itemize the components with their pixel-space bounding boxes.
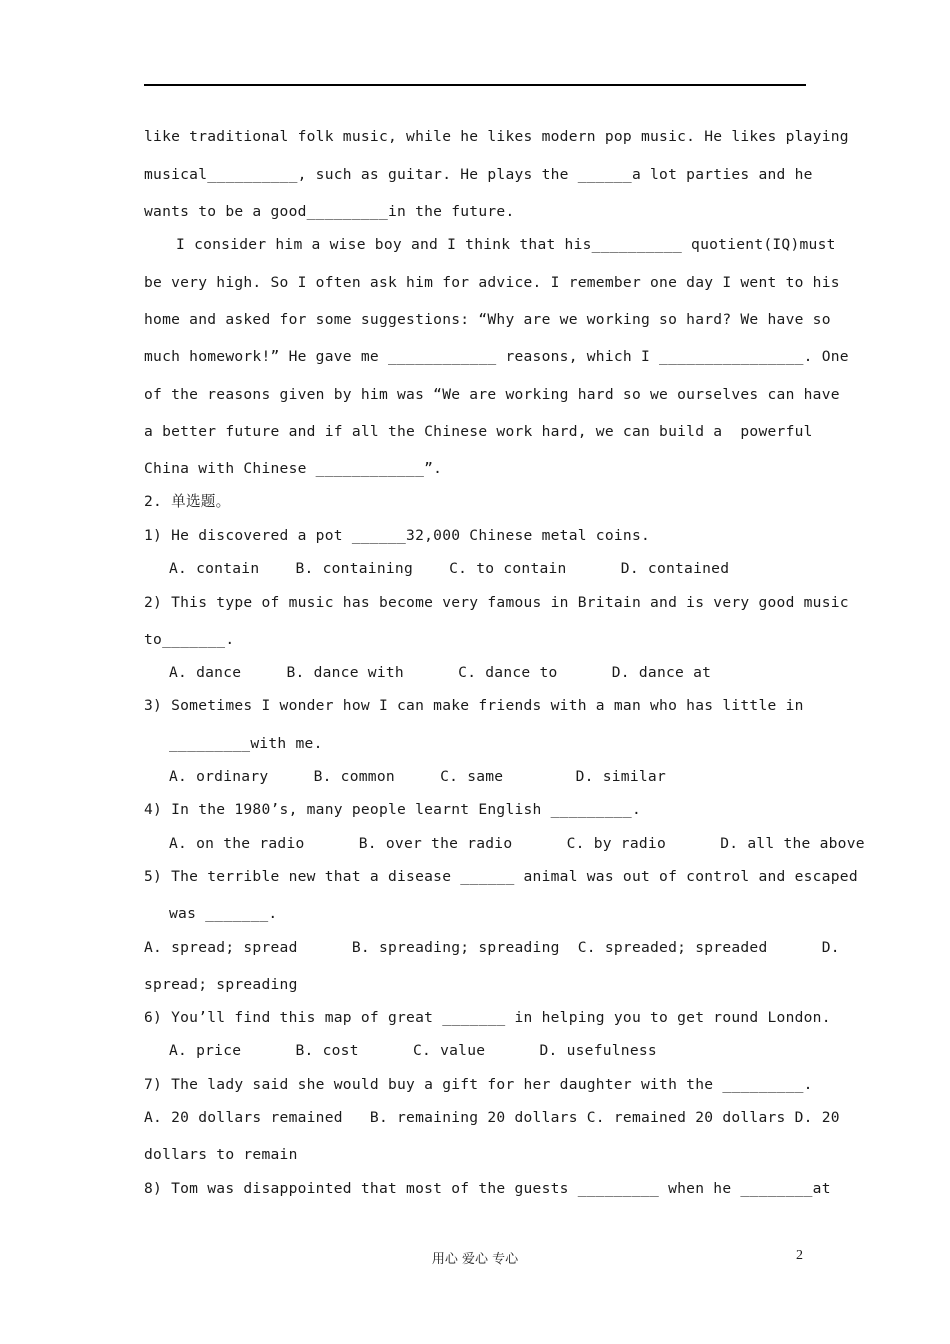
question-3: 3) Sometimes I wonder how I can make friends with a man who has little in — [144, 697, 804, 714]
header-rule — [144, 84, 806, 86]
passage-line: be very high. So I often ask him for advice. I remember one day I went to his — [144, 274, 840, 291]
passage-line: like traditional folk music, while he likes modern pop music. He likes playing — [144, 128, 849, 145]
question-6-options: A. price B. cost C. value D. usefulness — [169, 1042, 657, 1059]
section-heading: 2. 单选题。 — [144, 493, 231, 510]
question-4-options: A. on the radio B. over the radio C. by radio D. all the above — [169, 835, 865, 852]
question-2-options: A. dance B. dance with C. dance to D. dance at — [169, 664, 712, 681]
question-5: 5) The terrible new that a disease ______ animal was out of control and escaped — [144, 868, 858, 885]
passage-line: home and asked for some suggestions: “Why are we working so hard? We have so — [144, 311, 831, 328]
question-2: 2) This type of music has become very famous in Britain and is very good music — [144, 594, 849, 611]
question-5-options-cont: spread; spreading — [144, 976, 298, 993]
question-7: 7) The lady said she would buy a gift for her daughter with the _________. — [144, 1076, 813, 1093]
page-number: 2 — [796, 1248, 803, 1263]
question-1-options: A. contain B. containing C. to contain D. contained — [169, 560, 730, 577]
question-8: 8) Tom was disappointed that most of the guests _________ when he ________at — [144, 1180, 831, 1197]
passage-line: musical__________, such as guitar. He plays the ______a lot parties and he — [144, 166, 813, 183]
question-3-cont: _________with me. — [169, 735, 323, 752]
question-7-options-cont: dollars to remain — [144, 1146, 298, 1163]
question-7-options: A. 20 dollars remained B. remaining 20 dollars C. remained 20 dollars D. 20 — [144, 1109, 840, 1126]
passage-line: China with Chinese ____________”. — [144, 460, 443, 477]
question-5-cont: was _______. — [169, 905, 278, 922]
question-4: 4) In the 1980’s, many people learnt English _________. — [144, 801, 641, 818]
question-6: 6) You’ll find this map of great _______ in helping you to get round London. — [144, 1009, 831, 1026]
question-1: 1) He discovered a pot ______32,000 Chinese metal coins. — [144, 527, 651, 544]
passage-line: of the reasons given by him was “We are working hard so we ourselves can have — [144, 386, 840, 403]
page-footer: 用心 爱心 专心 — [431, 1252, 519, 1267]
question-2-cont: to_______. — [144, 631, 235, 648]
passage-line: a better future and if all the Chinese work hard, we can build a powerful — [144, 423, 813, 440]
question-3-options: A. ordinary B. common C. same D. similar — [169, 768, 666, 785]
passage-line: I consider him a wise boy and I think that his__________ quotient(IQ)must — [176, 236, 836, 253]
passage-line: wants to be a good_________in the future. — [144, 203, 515, 220]
question-5-options: A. spread; spread B. spreading; spreading C. spreaded; spreaded D. — [144, 939, 840, 956]
passage-line: much homework!” He gave me ____________ reasons, which I ________________. One — [144, 348, 849, 365]
